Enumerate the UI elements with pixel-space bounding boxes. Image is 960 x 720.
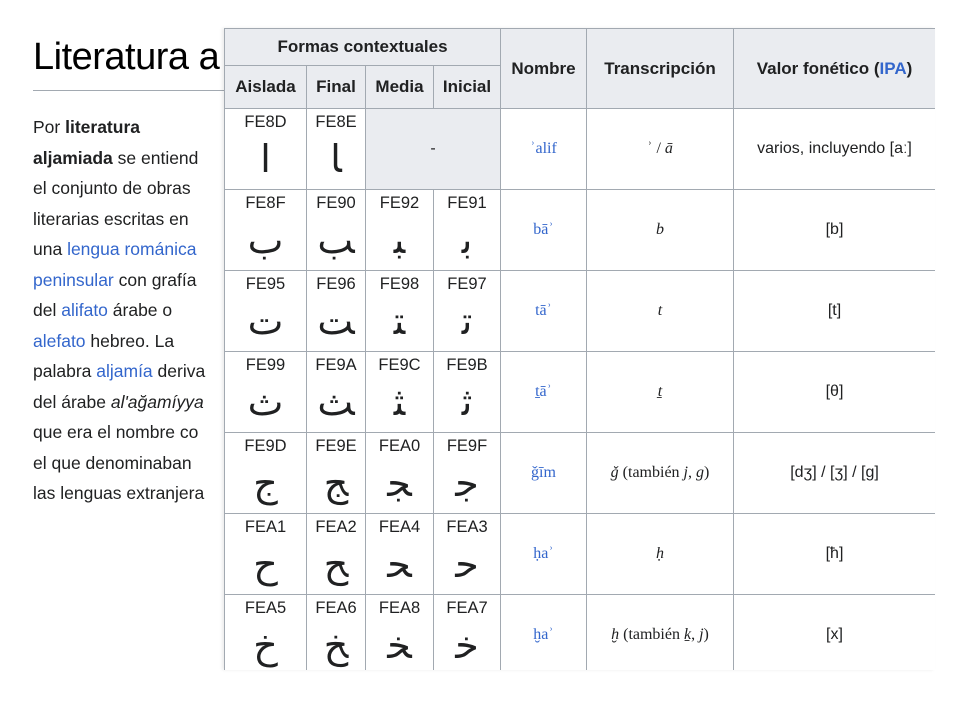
form-cell (434, 190, 501, 271)
arabic-glyph: ﺗ (461, 299, 473, 343)
unicode-code: FE95 (245, 275, 286, 293)
arabic-glyph: ﺝ (253, 461, 278, 505)
article-text: deriva (152, 361, 206, 381)
form-cell (366, 433, 434, 514)
arabic-glyph: ﺢ (323, 542, 349, 586)
arabic-glyph: ﺜ (393, 380, 406, 424)
table-row (225, 190, 936, 271)
article-link[interactable]: alefato (33, 330, 86, 351)
article-line (33, 173, 248, 204)
table-body (225, 109, 936, 671)
article-line (33, 356, 248, 387)
form-cell (307, 595, 366, 671)
header-nombre: Nombre (501, 29, 587, 109)
letter-name[interactable]: tāʾ (501, 271, 587, 352)
form-cell (434, 595, 501, 671)
transcription-part: ʾ / (647, 140, 665, 157)
phonetic-value: [t] (734, 271, 936, 352)
transcription-cell (587, 190, 734, 271)
form-cell (225, 352, 307, 433)
arabic-glyph: ﺧ (455, 623, 479, 667)
unicode-code: FE9B (446, 356, 488, 374)
arabic-glyph: ﺠ (387, 461, 412, 505)
header-inicial: Inicial (434, 66, 501, 109)
arabic-glyph: ﺥ (253, 623, 278, 667)
article-line (33, 417, 248, 448)
article-text: se entiend (112, 147, 199, 168)
transcription-part: ǧ (610, 464, 619, 481)
arabic-glyph: ﺎ (330, 137, 342, 181)
header-valor-fonetico (734, 29, 936, 109)
letter-name[interactable]: bāʾ (501, 190, 587, 271)
unicode-code: FE97 (447, 275, 487, 293)
header-formas-contextuales: Formas contextuales (225, 29, 501, 66)
transcription-part: t (657, 302, 663, 319)
transcription-cell (587, 271, 734, 352)
form-cell (434, 352, 501, 433)
form-cell (225, 595, 307, 671)
arabic-glyph: ﺘ (393, 299, 406, 343)
form-cell (366, 190, 434, 271)
form-cell (225, 514, 307, 595)
title-divider (33, 90, 233, 91)
article-link[interactable]: aljamía (96, 361, 153, 381)
transcription-part: j (699, 626, 704, 643)
phonetic-value: [dʒ] / [ʒ] / [g] (734, 433, 936, 514)
letter-name[interactable]: ʾalif (501, 109, 587, 190)
header-valor-suffix: ) (906, 58, 913, 78)
unicode-code: FE8D (244, 113, 287, 131)
article-text: las lenguas extranjera (33, 483, 205, 503)
transcription-part: j (683, 464, 688, 481)
article-line (33, 234, 248, 265)
table-row (225, 109, 936, 190)
transcription-part: ṯ (657, 383, 663, 400)
table-row (225, 352, 936, 433)
header-valor-prefix: Valor fonético ( (756, 58, 880, 78)
article-text: una (33, 239, 68, 259)
article-link[interactable]: peninsular (33, 269, 114, 290)
arabic-glyph: ﺤ (387, 542, 412, 586)
article-text: el conjunto de obras (33, 178, 191, 198)
arabic-glyph: ﺒ (393, 218, 406, 262)
unicode-code: FEA0 (378, 437, 421, 455)
form-cell (225, 190, 307, 271)
article-text: que era el nombre co (33, 422, 199, 442)
article-line (33, 204, 248, 235)
arabic-glyph: ﺛ (461, 380, 473, 424)
unicode-code: FE8E (315, 113, 357, 131)
letter-name[interactable]: ḫaʾ (501, 595, 587, 671)
letter-name[interactable]: ǧīm (501, 433, 587, 514)
header-aislada: Aislada (225, 66, 307, 109)
unicode-code: FEA7 (446, 599, 488, 617)
arabic-glyph: ﺑ (461, 218, 473, 262)
article-text: del árabe (33, 391, 111, 412)
form-cell (225, 271, 307, 352)
transcription-cell (587, 433, 734, 514)
unicode-code: FEA5 (244, 599, 287, 617)
form-cell (225, 433, 307, 514)
transcription-part: ) (703, 626, 709, 643)
arabic-glyph: ﺦ (323, 623, 349, 667)
form-cell (434, 433, 501, 514)
article-line (33, 326, 248, 357)
article-line (33, 143, 248, 174)
article-text: árabe o (107, 300, 173, 320)
phonetic-value: varios, incluyendo [aː] (734, 109, 936, 190)
transcription-cell (587, 595, 734, 671)
transcription-part: ) (704, 464, 710, 481)
transcription-part: ḫ (611, 626, 620, 643)
article-text: literarias escritas en (33, 208, 189, 229)
article-line (33, 295, 248, 326)
unicode-code: FE8F (245, 194, 286, 212)
arabic-glyph: ﺣ (455, 542, 479, 586)
form-cell (307, 271, 366, 352)
unicode-code: FEA4 (378, 518, 421, 536)
letter-name[interactable]: ṯāʾ (501, 352, 587, 433)
article-title: Literatura a (33, 36, 220, 78)
unicode-code: FE91 (447, 194, 487, 212)
arabic-glyph: ﺞ (323, 461, 349, 505)
phonetic-value: [ħ] (734, 514, 936, 595)
unicode-code: FEA2 (315, 518, 357, 536)
phonetic-value: [b] (734, 190, 936, 271)
article-text: palabra (33, 361, 97, 381)
form-cell (366, 271, 434, 352)
unicode-code: FE90 (316, 194, 356, 212)
arabic-letters-table-container (224, 28, 935, 670)
transcription-part: (también (619, 626, 684, 643)
form-cell (434, 514, 501, 595)
article-text: el que denominaban (33, 452, 192, 473)
arabic-glyph: ﺙ (247, 380, 284, 424)
form-cell (225, 109, 307, 190)
article-line (33, 387, 248, 418)
article-line (33, 265, 248, 296)
header-final: Final (307, 66, 366, 109)
arabic-glyph: ﺖ (317, 299, 355, 343)
italic-term: al'ağamíyya (110, 391, 204, 412)
form-cell (366, 514, 434, 595)
article-text: hebreo. La (85, 330, 175, 351)
form-cell (307, 190, 366, 271)
article-body (33, 112, 248, 509)
arabic-glyph: ﺕ (247, 299, 284, 343)
article-link[interactable]: lengua románica (67, 239, 197, 259)
header-transcripcion: Transcripción (587, 29, 734, 109)
form-cell (434, 271, 501, 352)
unicode-code: FEA8 (378, 599, 421, 617)
form-cell (307, 433, 366, 514)
article-text: con grafía (113, 269, 197, 290)
table-row (225, 271, 936, 352)
unicode-code: FEA3 (446, 518, 488, 536)
table-row (225, 595, 936, 671)
arabic-glyph: ﺚ (317, 380, 355, 424)
bold-term: literatura (65, 117, 140, 137)
empty-forms-cell: - (366, 109, 501, 190)
transcription-part: g (696, 464, 704, 481)
form-cell (307, 352, 366, 433)
article-text: del (33, 300, 62, 320)
transcription-cell (587, 352, 734, 433)
unicode-code: FE9E (315, 437, 357, 455)
unicode-code: FE9C (378, 356, 421, 374)
transcription-cell (587, 514, 734, 595)
article-link[interactable]: alifato (61, 300, 108, 320)
unicode-code: FE98 (379, 275, 420, 293)
transcription-part: ā (664, 140, 673, 157)
arabic-glyph: ﺟ (455, 461, 479, 505)
transcription-part: b (656, 221, 664, 238)
arabic-glyph: ﺨ (387, 623, 412, 667)
unicode-code: FE9D (244, 437, 287, 455)
phonetic-value: [x] (734, 595, 936, 671)
letter-name[interactable]: ḥaʾ (501, 514, 587, 595)
form-cell (366, 595, 434, 671)
arabic-glyph: ﺏ (247, 218, 284, 262)
unicode-code: FEA6 (315, 599, 357, 617)
arabic-glyph: ﺐ (317, 218, 355, 262)
form-cell (307, 109, 366, 190)
transcription-cell (587, 109, 734, 190)
ipa-link[interactable]: IPA (879, 58, 907, 78)
arabic-letters-table (224, 28, 935, 670)
arabic-glyph: ﺡ (253, 542, 278, 586)
transcription-part: , (688, 464, 696, 481)
header-media: Media (366, 66, 434, 109)
phonetic-value: [θ] (734, 352, 936, 433)
unicode-code: FE96 (316, 275, 356, 293)
article-text: Por (33, 117, 66, 137)
table-row (225, 433, 936, 514)
article-line (33, 112, 248, 143)
unicode-code: FE9A (315, 356, 357, 374)
article-line (33, 448, 248, 479)
unicode-code: FE92 (379, 194, 420, 212)
unicode-code: FE99 (245, 356, 286, 374)
form-cell (307, 514, 366, 595)
transcription-part: ḥ (656, 545, 664, 562)
transcription-part: ḵ (683, 626, 692, 643)
unicode-code: FEA1 (244, 518, 287, 536)
article-line (33, 478, 248, 509)
transcription-part: (también (618, 464, 684, 481)
bold-term: aljamiada (33, 147, 113, 168)
unicode-code: FE9F (446, 437, 488, 455)
transcription-part: , (691, 626, 700, 643)
arabic-glyph: ﺍ (260, 137, 271, 181)
form-cell (366, 352, 434, 433)
table-row (225, 514, 936, 595)
